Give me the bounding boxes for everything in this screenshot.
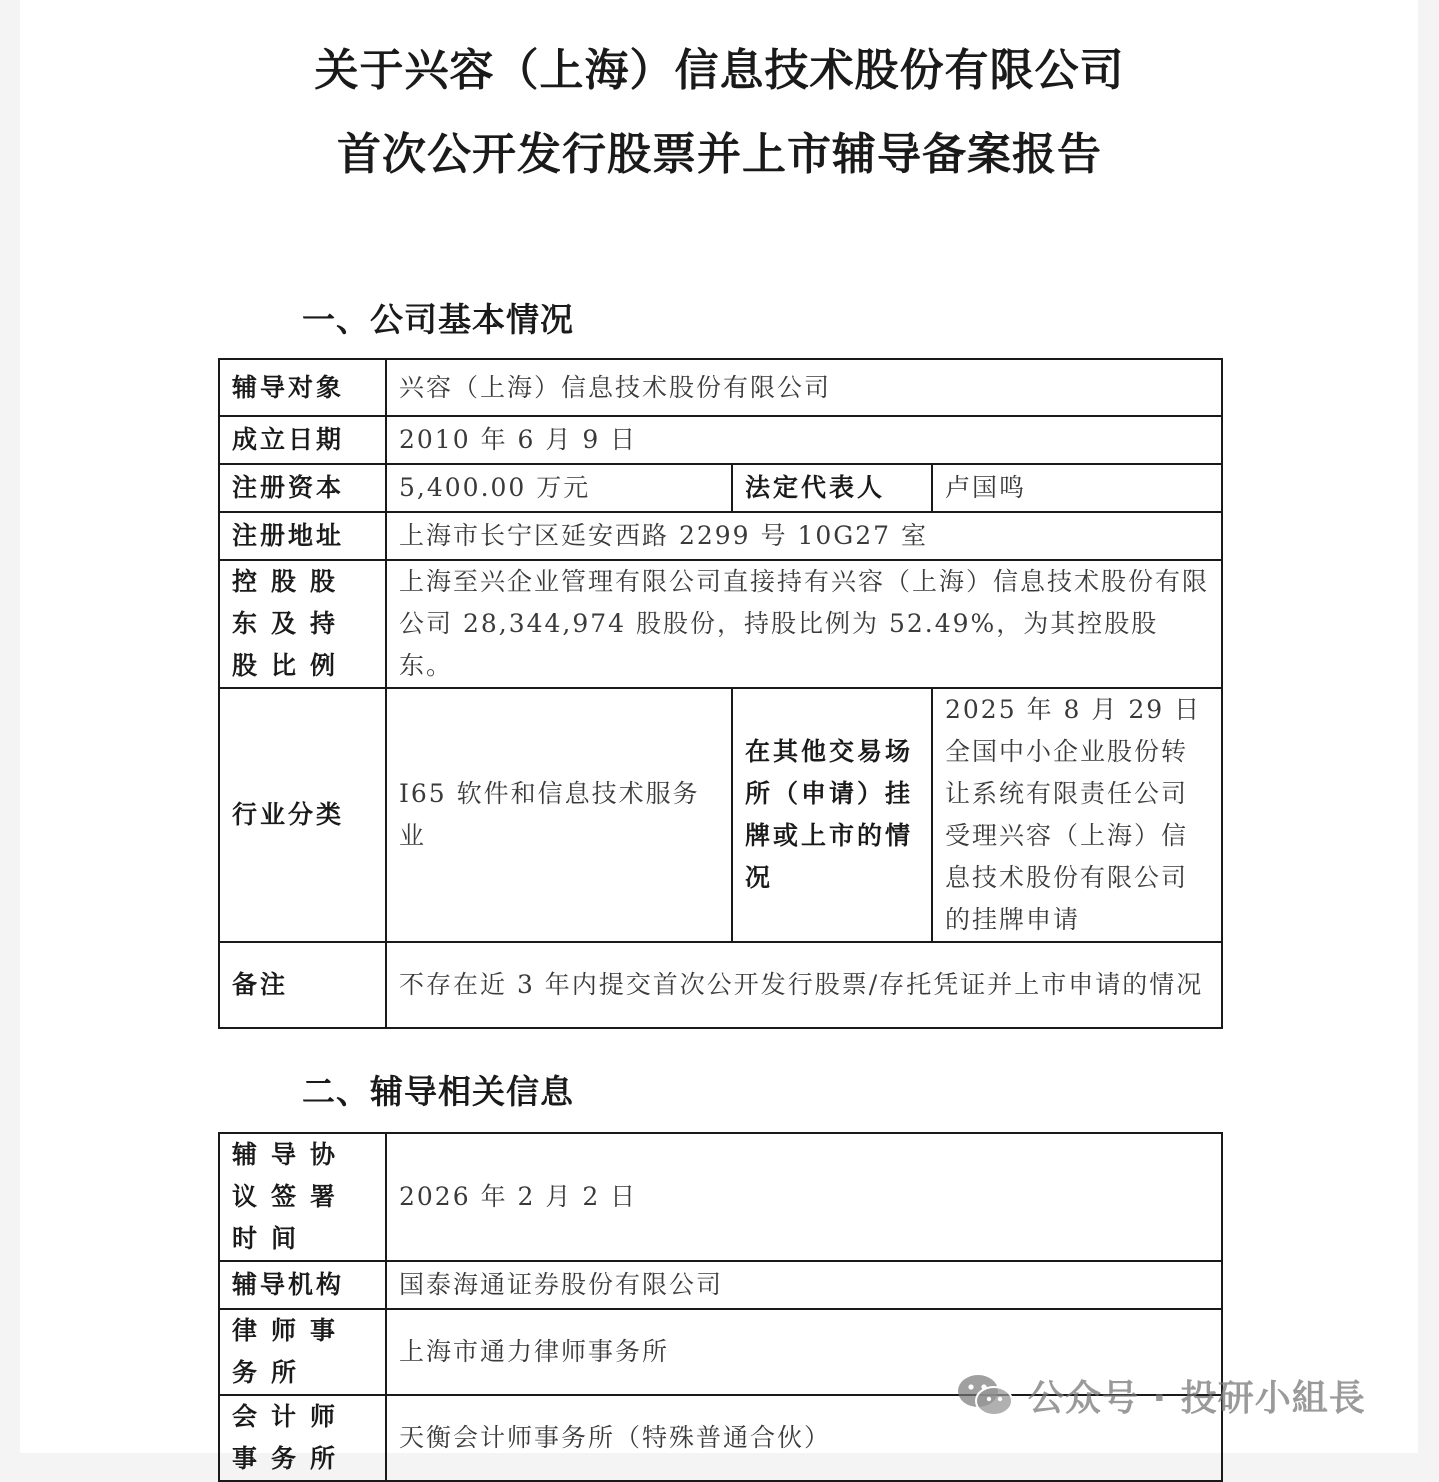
- industry-value: I65 软件和信息技术服务业: [386, 688, 732, 942]
- document-title-line2: 首次公开发行股票并上市辅导备案报告: [337, 129, 1102, 180]
- law-firm-label: 律师事务所: [219, 1309, 386, 1395]
- table-row: [219, 688, 1222, 942]
- document-title-line1: 关于兴容（上海）信息技术股份有限公司: [314, 45, 1125, 96]
- address-value: 上海市长宁区延安西路 2299 号 10G27 室: [386, 512, 1222, 560]
- legal-rep-value: 卢国鸣: [932, 464, 1222, 512]
- address-label: 注册地址: [219, 512, 386, 560]
- coaching-info-table: [218, 1132, 1223, 1482]
- watermark-text: 公众号 · 投研小組長: [1028, 1377, 1366, 1419]
- table-row: [219, 1261, 1222, 1309]
- sign-date-label: 辅导协议签署时间: [219, 1133, 386, 1261]
- table-row: [219, 359, 1222, 416]
- legal-rep-label: 法定代表人: [732, 464, 932, 512]
- sign-date-value: 2026 年 2 月 2 日: [386, 1133, 1222, 1261]
- capital-value: 5,400.00 万元: [386, 464, 732, 512]
- remark-label: 备注: [219, 942, 386, 1028]
- agency-value: 国泰海通证券股份有限公司: [386, 1261, 1222, 1309]
- shareholder-value: 上海至兴企业管理有限公司直接持有兴容（上海）信息技术股份有限公司 28,344,974 股股份，持股比例为 52.49%，为其控股股东。: [386, 560, 1222, 688]
- table-row: [219, 1133, 1222, 1261]
- company-basic-info-table: [218, 358, 1223, 1029]
- table-row: [219, 560, 1222, 688]
- agency-label: 辅导机构: [219, 1261, 386, 1309]
- section-heading-coaching-info: 二、辅导相关信息: [302, 1072, 574, 1111]
- target-label: 辅导对象: [219, 359, 386, 416]
- table-row: [219, 942, 1222, 1028]
- accounting-label: 会计师事务所: [219, 1395, 386, 1481]
- capital-label: 注册资本: [219, 464, 386, 512]
- accounting-value: 天衡会计师事务所（特殊普通合伙）: [386, 1395, 1222, 1481]
- law-firm-value: 上海市通力律师事务所: [386, 1309, 1222, 1395]
- remark-value: 不存在近 3 年内提交首次公开发行股票/存托凭证并上市申请的情况: [386, 942, 1222, 1028]
- table-row: [219, 416, 1222, 464]
- founded-value: 2010 年 6 月 9 日: [386, 416, 1222, 464]
- founded-label: 成立日期: [219, 416, 386, 464]
- watermark: [956, 1370, 1366, 1420]
- table-row: [219, 512, 1222, 560]
- other-listing-value: 2025 年 8 月 29 日全国中小企业股份转让系统有限责任公司受理兴容（上海）信息技术股份有限公司的挂牌申请: [932, 688, 1222, 942]
- other-listing-label: 在其他交易场所（申请）挂牌或上市的情况: [732, 688, 932, 942]
- shareholder-label: 控股股东及持股比例: [219, 560, 386, 688]
- wechat-icon: [956, 1373, 1014, 1417]
- target-value: 兴容（上海）信息技术股份有限公司: [386, 359, 1222, 416]
- section-heading-basic-info: 一、公司基本情况: [302, 300, 574, 339]
- industry-label: 行业分类: [219, 688, 386, 942]
- table-row: [219, 464, 1222, 512]
